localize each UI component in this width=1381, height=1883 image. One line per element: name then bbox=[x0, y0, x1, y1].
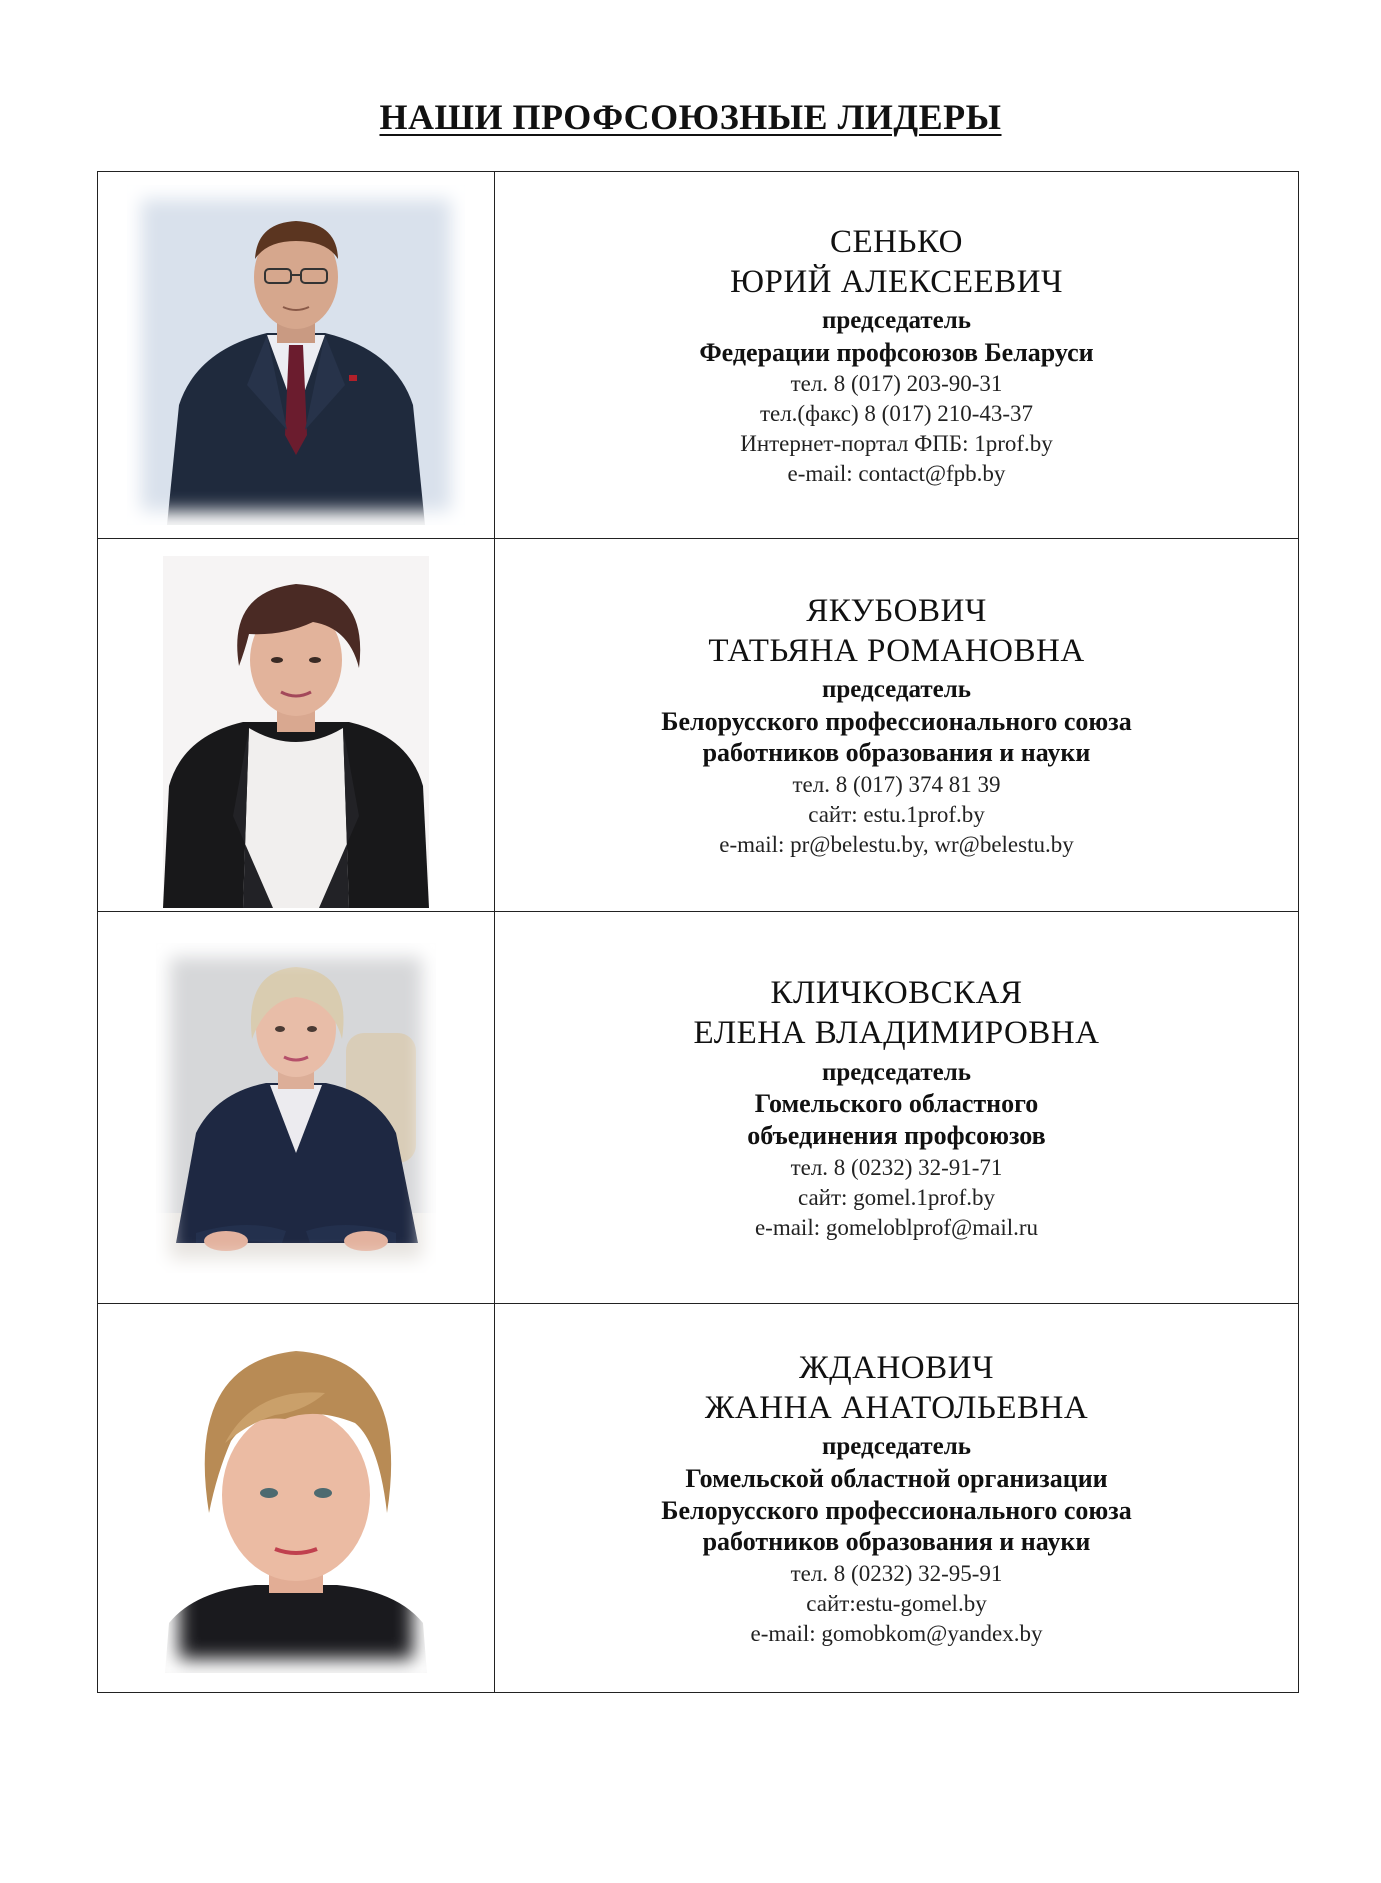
leader-given-names: ЕЛЕНА ВЛАДИМИРОВНА bbox=[693, 1015, 1100, 1052]
leader-surname: ЖДАНОВИЧ bbox=[799, 1349, 994, 1386]
leader-phone: тел. 8 (0232) 32-91-71 bbox=[790, 1154, 1003, 1180]
leaders-table bbox=[97, 171, 1299, 1693]
page-title-text: НАШИ ПРОФСОЮЗНЫЕ ЛИДЕРЫ bbox=[379, 97, 1002, 137]
leader-website: сайт:estu-gomel.by bbox=[806, 1591, 987, 1617]
leader-role: председатель bbox=[821, 1058, 971, 1086]
info-cell bbox=[495, 172, 1299, 539]
leader-surname: КЛИЧКОВСКАЯ bbox=[770, 975, 1023, 1012]
leader-row bbox=[98, 539, 1299, 912]
leader-organization: Гомельской областной организации bbox=[685, 1463, 1108, 1493]
portrait-photo bbox=[163, 556, 429, 908]
photo-cell bbox=[98, 172, 495, 539]
leader-email: e-mail: contact@fpb.by bbox=[787, 461, 1006, 487]
page-title bbox=[0, 96, 1381, 138]
leader-fax: тел.(факс) 8 (017) 210-43-37 bbox=[759, 401, 1034, 427]
leader-organization: работников образования и науки bbox=[702, 1527, 1091, 1557]
photo-cell bbox=[98, 912, 495, 1304]
leader-email: e-mail: gomobkom@yandex.by bbox=[750, 1621, 1043, 1647]
photo-cell bbox=[98, 1304, 495, 1693]
leader-given-names: ЖАННА АНАТОЛЬЕВНА bbox=[704, 1390, 1089, 1427]
leader-role: председатель bbox=[821, 1433, 971, 1461]
leader-phone: тел. 8 (017) 374 81 39 bbox=[792, 772, 1001, 798]
portrait-photo bbox=[127, 185, 465, 525]
leader-role: председатель bbox=[821, 307, 971, 335]
photo-cell bbox=[98, 539, 495, 912]
info-cell bbox=[495, 912, 1299, 1304]
leader-given-names: ТАТЬЯНА РОМАНОВНА bbox=[708, 632, 1085, 669]
leader-website: сайт: estu.1prof.by bbox=[808, 802, 985, 828]
leader-row bbox=[98, 912, 1299, 1304]
leader-surname: ЯКУБОВИЧ bbox=[806, 592, 987, 629]
leader-organization: Белорусского профессионального союза bbox=[661, 706, 1132, 736]
leader-organization: Федерации профсоюзов Беларуси bbox=[699, 337, 1094, 367]
leader-organization: объединения профсоюзов bbox=[747, 1120, 1046, 1150]
portrait-photo bbox=[165, 1323, 427, 1673]
leader-phone: тел. 8 (0232) 32-95-91 bbox=[790, 1561, 1003, 1586]
leader-organization: Гомельского областного bbox=[754, 1089, 1039, 1119]
leader-email: e-mail: pr@belestu.by, wr@belestu.by bbox=[719, 832, 1074, 858]
leader-surname: СЕНЬКО bbox=[830, 223, 963, 260]
portrait-photo bbox=[156, 943, 436, 1273]
leader-given-names: ЮРИЙ АЛЕКСЕЕВИЧ bbox=[730, 263, 1063, 300]
info-cell bbox=[495, 1304, 1299, 1693]
leader-email: e-mail: gomeloblprof@mail.ru bbox=[754, 1214, 1039, 1240]
leader-phone: тел. 8 (017) 203-90-31 bbox=[790, 371, 1003, 397]
info-cell bbox=[495, 539, 1299, 912]
leader-website: Интернет-портал ФПБ: 1prof.by bbox=[740, 431, 1053, 457]
leader-website: сайт: gomel.1prof.by bbox=[797, 1184, 995, 1210]
leader-organization: работников образования и науки bbox=[702, 738, 1091, 768]
leader-row bbox=[98, 1304, 1299, 1693]
leader-organization: Белорусского профессионального союза bbox=[661, 1495, 1132, 1525]
leader-role: председатель bbox=[821, 676, 971, 704]
leader-row bbox=[98, 172, 1299, 539]
